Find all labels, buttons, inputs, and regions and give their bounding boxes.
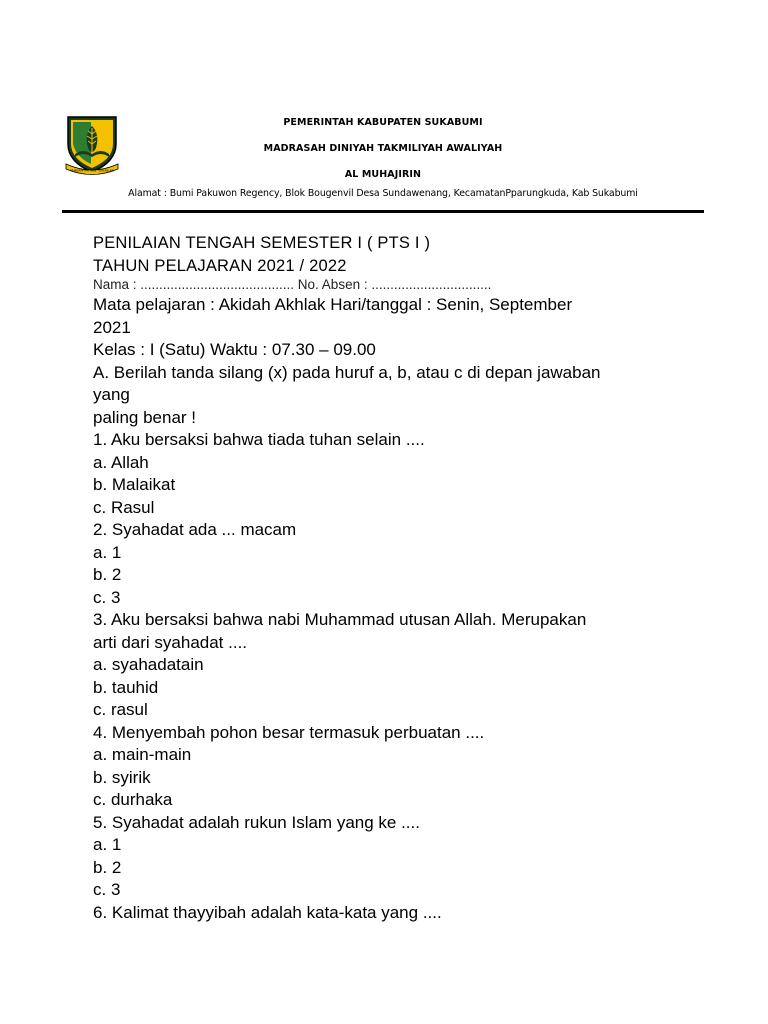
- question-3-option-c: c. rasul: [93, 700, 148, 719]
- letterhead-titles: [62, 110, 704, 182]
- question-2-option-c: c. 3: [93, 587, 121, 607]
- class-time-line: Kelas : I (Satu) Waktu : 07.30 – 09.00: [93, 340, 376, 359]
- question-2: 2. Syahadat ada ... macam: [93, 520, 297, 539]
- exam-title: PENILAIAN TENGAH SEMESTER I ( PTS I ): [93, 234, 431, 252]
- exam-year: TAHUN PELAJARAN 2021 / 2022: [93, 256, 347, 275]
- madrasah-name: AL MUHAJIRIN: [344, 169, 422, 180]
- letterhead-divider: [62, 210, 704, 213]
- emblem-ribbon-text: PEMERINTAH KAB. SUKABUMI: [70, 168, 114, 173]
- instruction-line-continued: yang: [93, 385, 130, 404]
- question-1-option-a: a. Allah: [93, 452, 149, 472]
- school-address: Alamat : Bumi Pakuwon Regency, Blok Bougenvil Desa Sundawenang, KecamatanPparungkuda, Kab Sukabumi: [128, 188, 638, 199]
- question-3: 3. Aku bersaksi bahwa nabi Muhammad utusan Allah. Merupakan: [93, 610, 587, 629]
- question-3-option-a: a. syahadatain: [93, 655, 204, 674]
- question-6: 6. Kalimat thayyibah adalah kata-kata yang ....: [93, 902, 442, 922]
- question-5-option-c: c. 3: [93, 880, 121, 899]
- question-4: 4. Menyembah pohon besar termasuk perbuatan ....: [93, 722, 485, 742]
- question-5-option-b: b. 2: [93, 857, 122, 877]
- question-3-option-b: b. tauhid: [93, 677, 159, 697]
- madrasah-type: MADRASAH DINIYAH TAKMILIYAH AWALIYAH: [263, 143, 503, 154]
- subject-line-continued: 2021: [93, 317, 131, 337]
- subject-line: Mata pelajaran : Akidah Akhlak Hari/tanggal : Senin, September: [93, 295, 573, 314]
- question-1-option-c: c. Rasul: [93, 497, 155, 517]
- identity-line: Nama : ......................................... No. Absen : ................................: [93, 277, 492, 292]
- question-5: 5. Syahadat adalah rukun Islam yang ke ....: [93, 812, 420, 832]
- question-5-option-a: a. 1: [93, 835, 122, 854]
- question-2-option-a: a. 1: [93, 542, 122, 562]
- exam-body: [93, 232, 683, 924]
- government-name: PEMERINTAH KABUPATEN SUKABUMI: [283, 117, 483, 128]
- question-2-option-b: b. 2: [93, 565, 122, 584]
- question-4-option-b: b. syirik: [93, 767, 151, 787]
- question-3-continued: arti dari syahadat ....: [93, 632, 248, 652]
- instruction-line-end: paling benar !: [93, 407, 197, 427]
- letterhead: [62, 110, 704, 214]
- question-4-option-c: c. durhaka: [93, 790, 173, 809]
- question-1-option-b: b. Malaikat: [93, 475, 176, 494]
- question-4-option-a: a. main-main: [93, 745, 192, 764]
- question-1: 1. Aku bersaksi bahwa tiada tuhan selain ....: [93, 430, 425, 449]
- instruction-line: A. Berilah tanda silang (x) pada huruf a, b, atau c di depan jawaban: [93, 362, 601, 382]
